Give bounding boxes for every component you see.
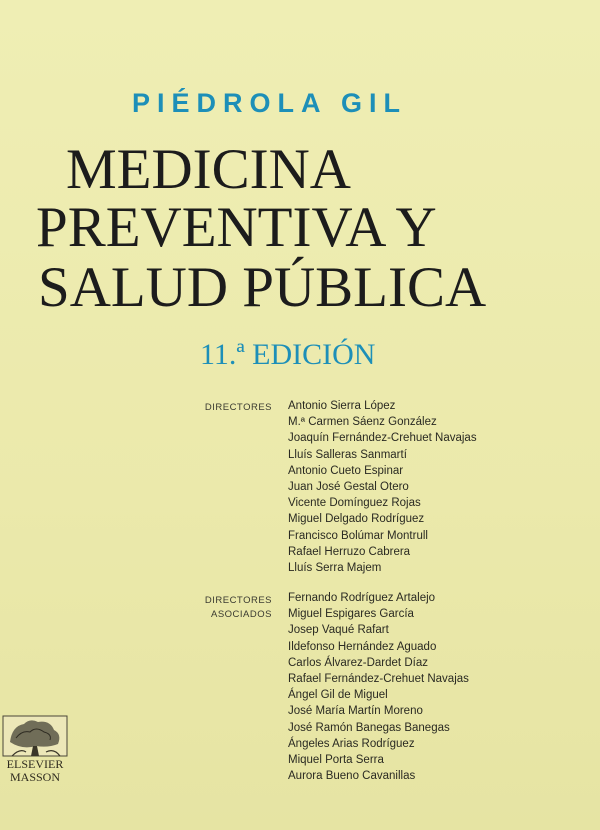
associate-directors-label — [172, 594, 272, 622]
title-line-3: SALUD PÚBLICA — [38, 256, 487, 319]
directors-list — [288, 398, 477, 576]
associate-label-line-2: ASOCIADOS — [211, 609, 272, 620]
publisher-name-line-2: MASSON — [9, 770, 60, 784]
director-name: Vicente Domínguez Rojas — [288, 497, 421, 510]
associate-director-name: Rafael Fernández-Crehuet Navajas — [288, 673, 469, 686]
director-name: Rafael Herruzo Cabrera — [288, 545, 411, 558]
director-name: Antonio Cueto Espinar — [288, 464, 404, 477]
associate-director-name: José Ramón Banegas Banegas — [288, 721, 450, 734]
director-name: Lluís Salleras Sanmartí — [288, 448, 407, 461]
publisher-name-line-1: ELSEVIER — [6, 757, 64, 771]
associate-director-name: Ildefonso Hernández Aguado — [288, 640, 437, 653]
directors-label: DIRECTORES — [204, 402, 272, 413]
director-name: Francisco Bolúmar Montrull — [288, 529, 428, 542]
associate-director-name: Fernando Rodríguez Artalejo — [288, 592, 436, 604]
director-name: M.ª Carmen Sáenz González — [288, 416, 437, 429]
director-name: Joaquín Fernández-Crehuet Navajas — [288, 432, 477, 445]
associate-director-name: Ángel Gil de Miguel — [288, 689, 388, 702]
author-name: PIÉDROLA GIL — [132, 88, 408, 118]
associate-director-name: Ángeles Arias Rodríguez — [288, 737, 415, 750]
associate-director-name: Carlos Álvarez-Dardet Díaz — [288, 656, 428, 669]
associate-director-name: Miquel Porta Serra — [288, 754, 384, 767]
title-line-1: MEDICINA — [66, 138, 351, 201]
director-name: Juan José Gestal Otero — [288, 481, 409, 494]
associate-director-name: José María Martín Moreno — [288, 705, 423, 718]
associate-director-name: Josep Vaqué Rafart — [288, 624, 389, 637]
director-name: Miguel Delgado Rodríguez — [288, 513, 425, 526]
associate-director-name: Miguel Espigares García — [288, 608, 414, 621]
title-line-2: PREVENTIVA Y — [36, 196, 437, 259]
associate-director-name: Aurora Bueno Cavanillas — [288, 770, 416, 783]
edition-label: 11.ª EDICIÓN — [200, 338, 376, 371]
director-name: Lluís Serra Majem — [288, 562, 382, 575]
associate-label-line-1: DIRECTORES — [204, 595, 272, 606]
director-name: Antonio Sierra López — [288, 400, 396, 412]
associate-directors-list — [288, 590, 469, 784]
